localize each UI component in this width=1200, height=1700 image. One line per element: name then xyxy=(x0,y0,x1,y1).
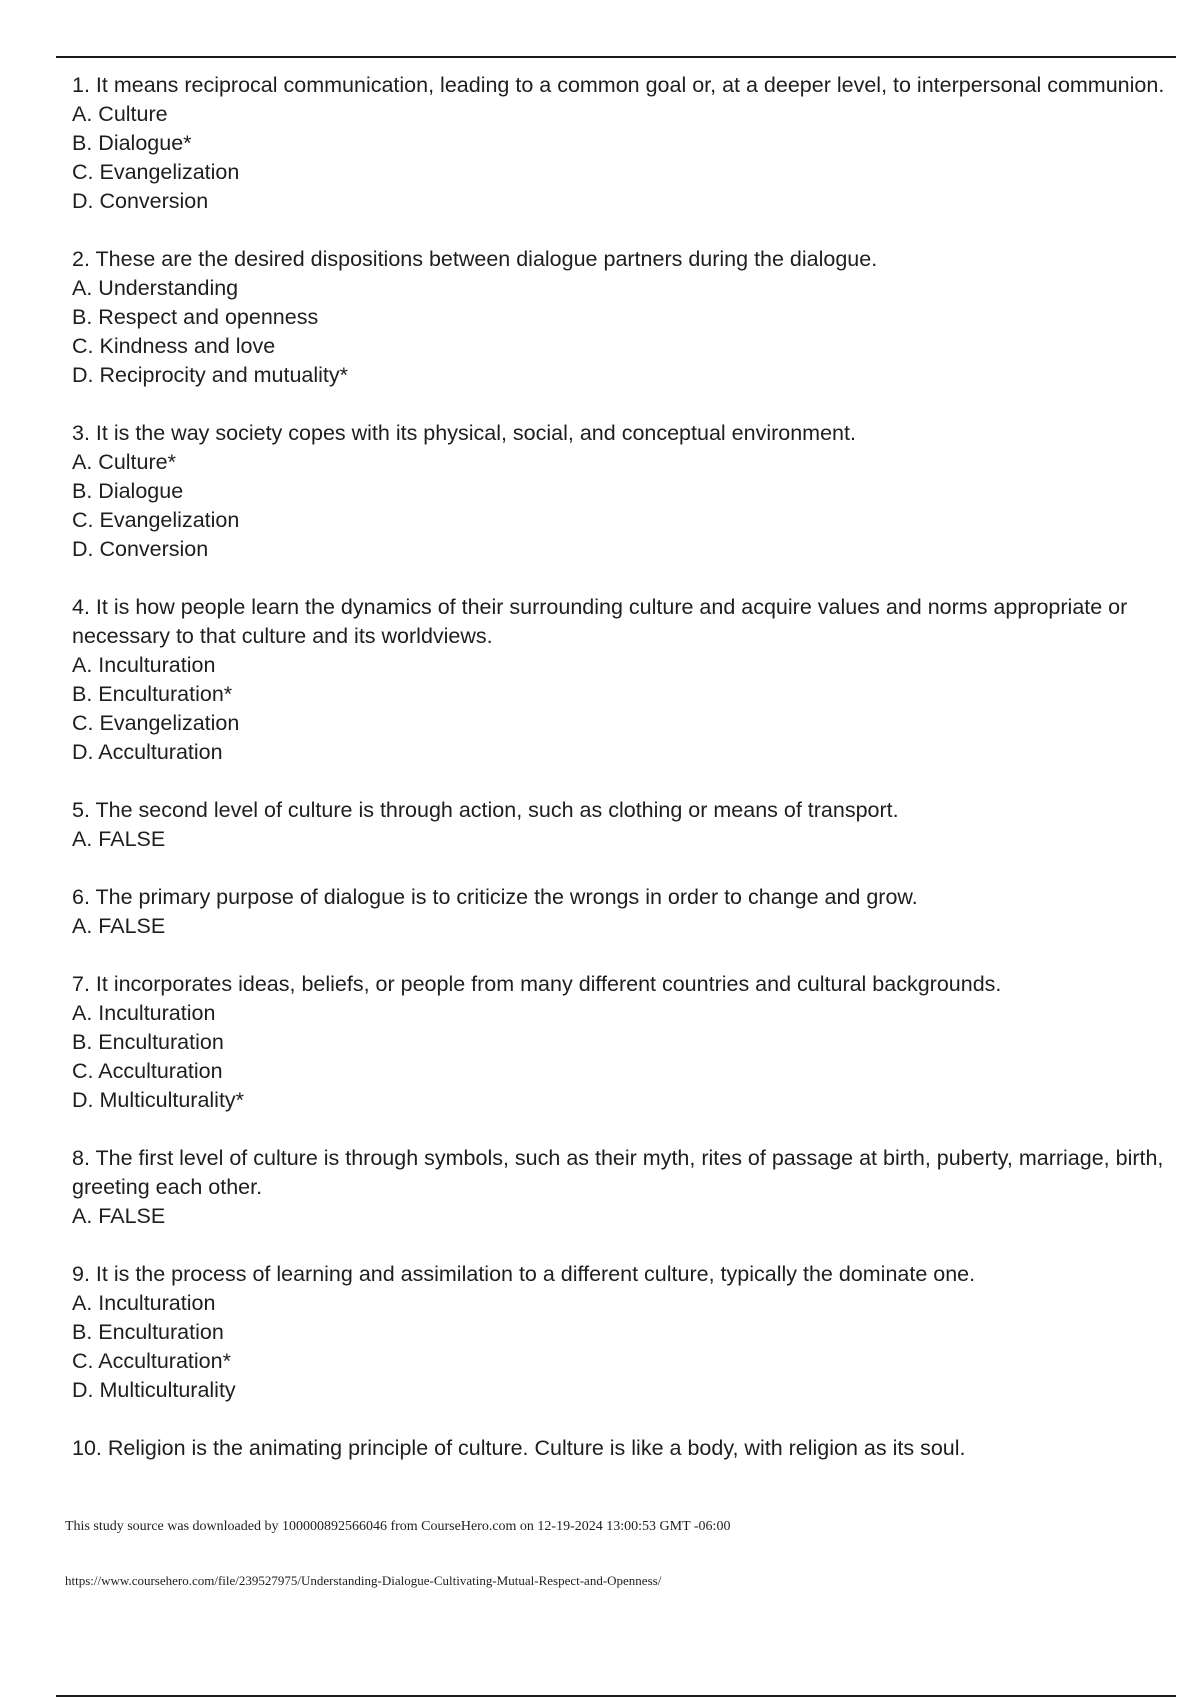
question-stem: 10. Religion is the animating principle of culture. Culture is like a body, with religion as its soul. xyxy=(72,1436,966,1460)
question-9 xyxy=(72,1260,1172,1405)
option-c: C. Evangelization xyxy=(72,711,240,735)
bottom-rule xyxy=(56,1695,1176,1697)
option-c: C. Acculturation* xyxy=(72,1349,231,1373)
question-3 xyxy=(72,419,1172,564)
question-1 xyxy=(72,71,1172,216)
question-4 xyxy=(72,593,1172,767)
option-c: C. Evangelization xyxy=(72,160,240,184)
top-rule xyxy=(56,56,1176,58)
option-a: A. Inculturation xyxy=(72,653,216,677)
question-stem: 5. The second level of culture is through action, such as clothing or means of transport. xyxy=(72,798,899,822)
option-b: B. Dialogue* xyxy=(72,131,192,155)
quiz-content xyxy=(72,71,1172,1492)
option-b: B. Dialogue xyxy=(72,479,184,503)
download-notice: This study source was downloaded by 100000892566046 from CourseHero.com on 12-19-2024 13:00:53 GMT -06:00 xyxy=(65,1519,731,1534)
question-stem: 6. The primary purpose of dialogue is to criticize the wrongs in order to change and grow. xyxy=(72,885,918,909)
source-url-link[interactable]: https://www.coursehero.com/file/239527975/Understanding-Dialogue-Cultivating-Mutual-Respect-and-Openness/ xyxy=(65,1573,662,1588)
option-a: A. FALSE xyxy=(72,1204,166,1228)
option-a: A. Understanding xyxy=(72,276,239,300)
option-b: B. Respect and openness xyxy=(72,305,319,329)
option-d: D. Multiculturality* xyxy=(72,1088,245,1112)
option-a: A. FALSE xyxy=(72,827,166,851)
question-10 xyxy=(72,1434,1172,1463)
option-c: C. Kindness and love xyxy=(72,334,276,358)
option-d: D. Conversion xyxy=(72,189,209,213)
question-6 xyxy=(72,883,1172,941)
option-c: C. Evangelization xyxy=(72,508,240,532)
option-a: A. Culture xyxy=(72,102,168,126)
question-7 xyxy=(72,970,1172,1115)
option-c: C. Acculturation xyxy=(72,1059,223,1083)
question-5 xyxy=(72,796,1172,854)
option-d: D. Multiculturality xyxy=(72,1378,236,1402)
question-stem: 3. It is the way society copes with its physical, social, and conceptual environment. xyxy=(72,421,856,445)
option-b: B. Enculturation xyxy=(72,1320,224,1344)
question-stem: 7. It incorporates ideas, beliefs, or people from many different countries and cultural backgrounds. xyxy=(72,972,1002,996)
question-stem: 2. These are the desired dispositions between dialogue partners during the dialogue. xyxy=(72,247,878,271)
option-d: D. Conversion xyxy=(72,537,209,561)
question-stem: 8. The first level of culture is through symbols, such as their myth, rites of passage at birth, puberty, marriage, birth, greeting each other. xyxy=(72,1146,1164,1199)
option-a: A. Inculturation xyxy=(72,1291,216,1315)
option-a: A. FALSE xyxy=(72,914,166,938)
option-b: B. Enculturation xyxy=(72,1030,224,1054)
question-stem: 9. It is the process of learning and assimilation to a different culture, typically the dominate one. xyxy=(72,1262,976,1286)
option-a: A. Inculturation xyxy=(72,1001,216,1025)
question-8 xyxy=(72,1144,1172,1231)
question-2 xyxy=(72,245,1172,390)
question-stem: 1. It means reciprocal communication, leading to a common goal or, at a deeper level, to interpersonal communion. xyxy=(72,73,1165,97)
option-a: A. Culture* xyxy=(72,450,176,474)
question-stem: 4. It is how people learn the dynamics of their surrounding culture and acquire values and norms appropriate or necessary to that culture and its worldviews. xyxy=(72,595,1128,648)
option-b: B. Enculturation* xyxy=(72,682,233,706)
option-d: D. Reciprocity and mutuality* xyxy=(72,363,349,387)
option-d: D. Acculturation xyxy=(72,740,223,764)
